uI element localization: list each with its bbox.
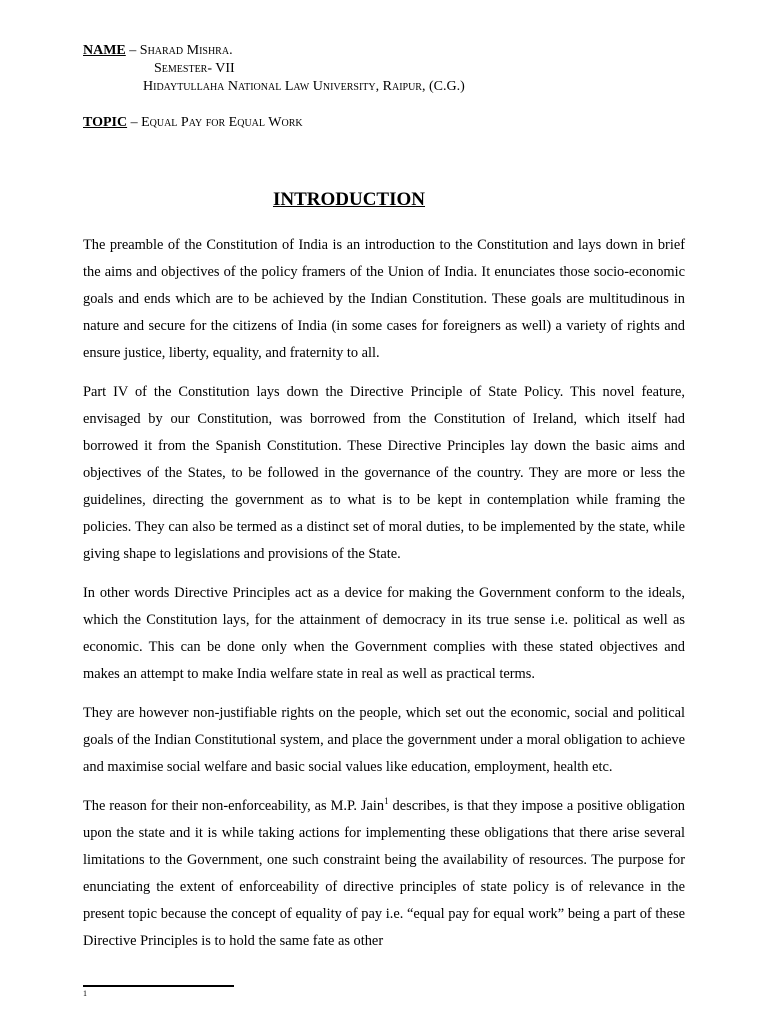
section-title: INTRODUCTION (272, 189, 426, 210)
paragraph: Part IV of the Constitution lays down the Directive Principle of State Policy. This novel feature, envisaged by our Constitution, was borrowed from the Constitution of Ireland, which itself had borrowed it from the Spanish Constitution. These Directive Principles lay down the basic aims and objectives of the States, to be followed in the governance of the country. They are more or less the guidelines, directing the government as to what is to be kept in contemplation while framing the policies. They can also be termed as a distinct set of moral duties, to be implemented by the state, while giving shape to legislations and provisions of the State. (83, 384, 685, 562)
semester-line (83, 60, 465, 78)
name-separator: – (125, 43, 140, 58)
paragraph-text: describes, is that they impose a positive obligation upon the state and it is while taking actions for implementing these obligations that there arise several limitations to the Government, one such constraint being the availability of resources. The purpose for enunciating the extent of enforceability of directive principles of state policy is of relevance in the present topic because the concept of equality of pay i.e. “equal pay for equal work” being a part of these Directive Principles is to hold the same fate as other (83, 798, 685, 949)
paragraph: In other words Directive Principles act as a device for making the Government conform to the ideals, which the Constitution lays, for the attainment of democracy in its true sense i.e. political as well as economic. This can be done only when the Government complies with these stated objectives and makes an attempt to make India welfare state in real as well as practical terms. (83, 585, 685, 682)
footnote-separator (83, 985, 234, 987)
topic-value: Equal Pay for Equal Work (141, 115, 303, 130)
name-label: NAME (83, 43, 126, 58)
topic-label: TOPIC (83, 115, 128, 130)
body-text (83, 232, 685, 967)
author-header (83, 42, 465, 96)
footnote-reference[interactable]: 1 (384, 796, 389, 807)
topic-separator: – (127, 115, 142, 130)
paragraph: The preamble of the Constitution of India is an introduction to the Constitution and lays down in brief the aims and objectives of the policy framers of the Union of India. It enunciates those socio-economic goals and ends which are to be achieved by the Indian Constitution. These goals are multitudinous in nature and secure for the citizens of India (in some cases for foreigners as well) a variety of rights and ensure justice, liberty, equality, and fraternity to all. (83, 237, 685, 361)
name-line (83, 42, 465, 60)
paragraph-text: The reason for their non-enforceability, as M.P. Jain (83, 798, 385, 814)
university-line (83, 78, 465, 96)
topic-line (83, 114, 303, 132)
university: Hidaytullaha National Law University, Raipur, (C.G.) (143, 79, 465, 94)
paragraph (83, 793, 685, 955)
paragraph: They are however non-justifiable rights on the people, which set out the economic, social and political goals of the Indian Constitutional system, and place the government under a moral obligation to achieve and maximise social welfare and basic social values like education, employment, health etc. (83, 705, 685, 775)
author-name: Sharad Mishra. (139, 43, 233, 58)
footnote-number: 1 (83, 989, 87, 998)
semester: Semester- VII (154, 61, 235, 76)
